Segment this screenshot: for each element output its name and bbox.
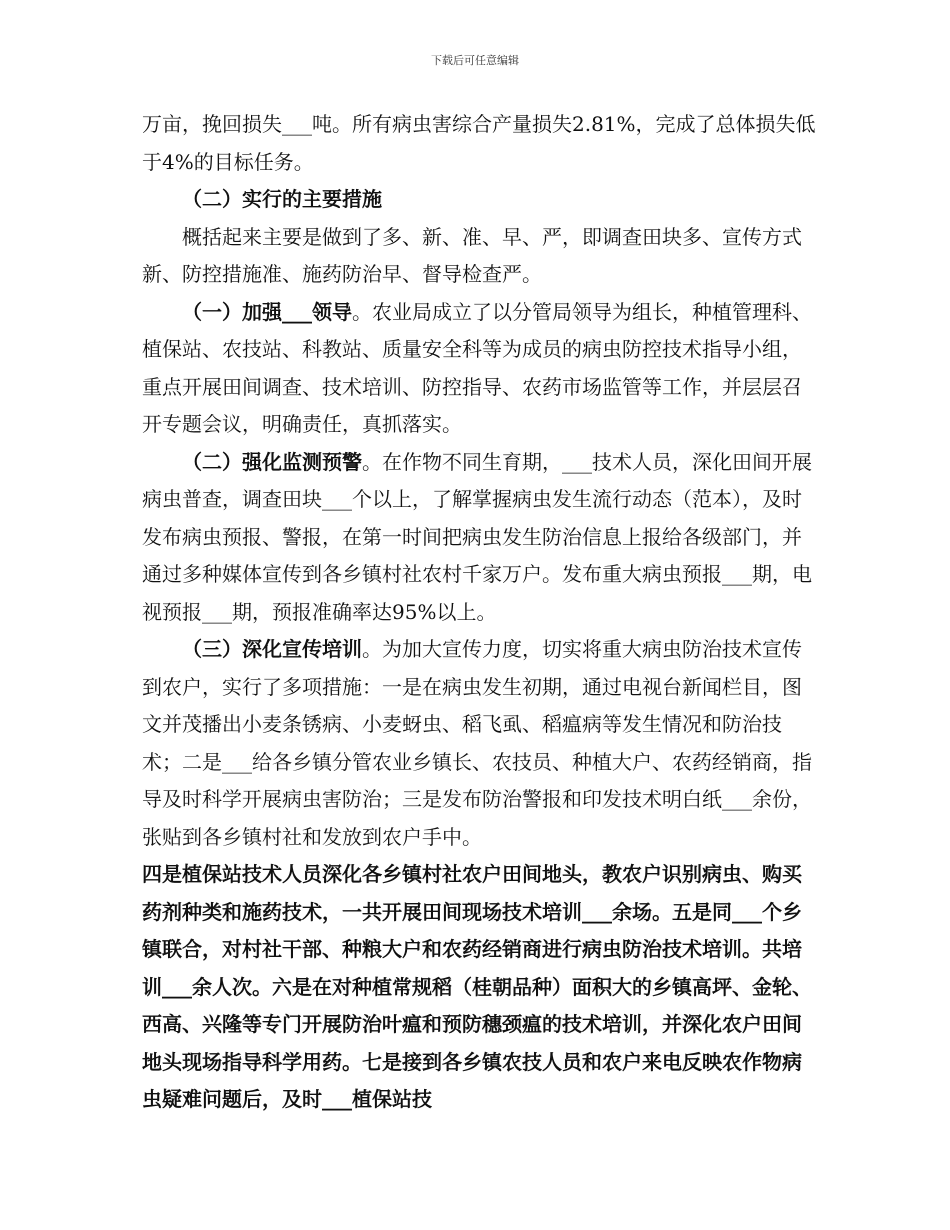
page-header: 下载后可任意编辑 bbox=[431, 54, 519, 67]
subheading-monitoring: （二）强化监测预警 bbox=[182, 449, 362, 474]
paragraph-training bbox=[142, 631, 818, 856]
subheading-leadership: （一）加强___领导 bbox=[182, 299, 352, 324]
paragraph-leadership-text: 。农业局成立了以分管局领导为组长，种植管理科、植保站、农技站、科教站、质量安全科等为成员的病虫防控技术指导小组，重点开展田间调查、技术培训、防控指导、农药市场监管等工作，并层层召开专题会议，明确责任，真抓落实。 bbox=[142, 299, 812, 436]
paragraph-training-continued: 四是植保站技术人员深化各乡镇村社农户田间地头，教农户识别病虫、购买药剂种类和施药技术，一共开展田间现场技术培训___余场。五是同___个乡镇联合，对村社干部、种粮大户和农药经销商进行病虫防治技术培训。共培训___余人次。六是在对种植常规稻（桂朝品种）面积大的乡镇高坪、金轮、西高、兴隆等专门开展防治叶瘟和预防穗颈瘟的技术培训，并深化农户田间地头现场指导科学用药。七是接到各乡镇农技人员和农户来电反映农作物病虫疑难问题后，及时___植保站技 bbox=[142, 862, 812, 1111]
subheading-training: （三）深化宣传培训 bbox=[182, 637, 362, 661]
section-heading-measures: （二）实行的主要措施 bbox=[182, 187, 382, 211]
paragraph-monitoring-text: 。在作物不同生育期，___技术人员，深化田间开展病虫普查，调查田块___个以上，了解掌握病虫发生流行动态（范本），及时发布病虫预报、警报，在第一时间把病虫发生防治信息上报给各级部门，并通过多种媒体宣传到各乡镇村社农村千家万户。发布重大病虫预报___期，电视预报___期，预报准确率达95%以上。 bbox=[142, 449, 812, 624]
document-body bbox=[142, 106, 818, 1119]
paragraph-monitoring bbox=[142, 444, 818, 632]
paragraph-summary: 万亩，挽回损失___吨。所有病虫害综合产量损失2.81%，完成了总体损失低于4%的目标任务。 bbox=[142, 112, 816, 174]
paragraph-training-text: 。为加大宣传力度，切实将重大病虫防治技术宣传到农户，实行了多项措施：一是在病虫发生初期，通过电视台新闻栏目，图文并茂播出小麦条锈病、小麦蚜虫、稻飞虱、稻瘟病等发生情况和防治技术；二是___给各乡镇分管农业乡镇长、农技员、种植大户、农药经销商，指导及时科学开展病虫害防治；三是发布防治警报和印发技术明白纸___余份，张贴到各乡镇村社和发放到农户手中。 bbox=[142, 637, 812, 849]
paragraph-overview: 概括起来主要是做到了多、新、准、早、严，即调查田块多、宣传方式新、防控措施准、施药防治早、督导检查严。 bbox=[142, 224, 802, 286]
paragraph-leadership bbox=[142, 294, 818, 444]
